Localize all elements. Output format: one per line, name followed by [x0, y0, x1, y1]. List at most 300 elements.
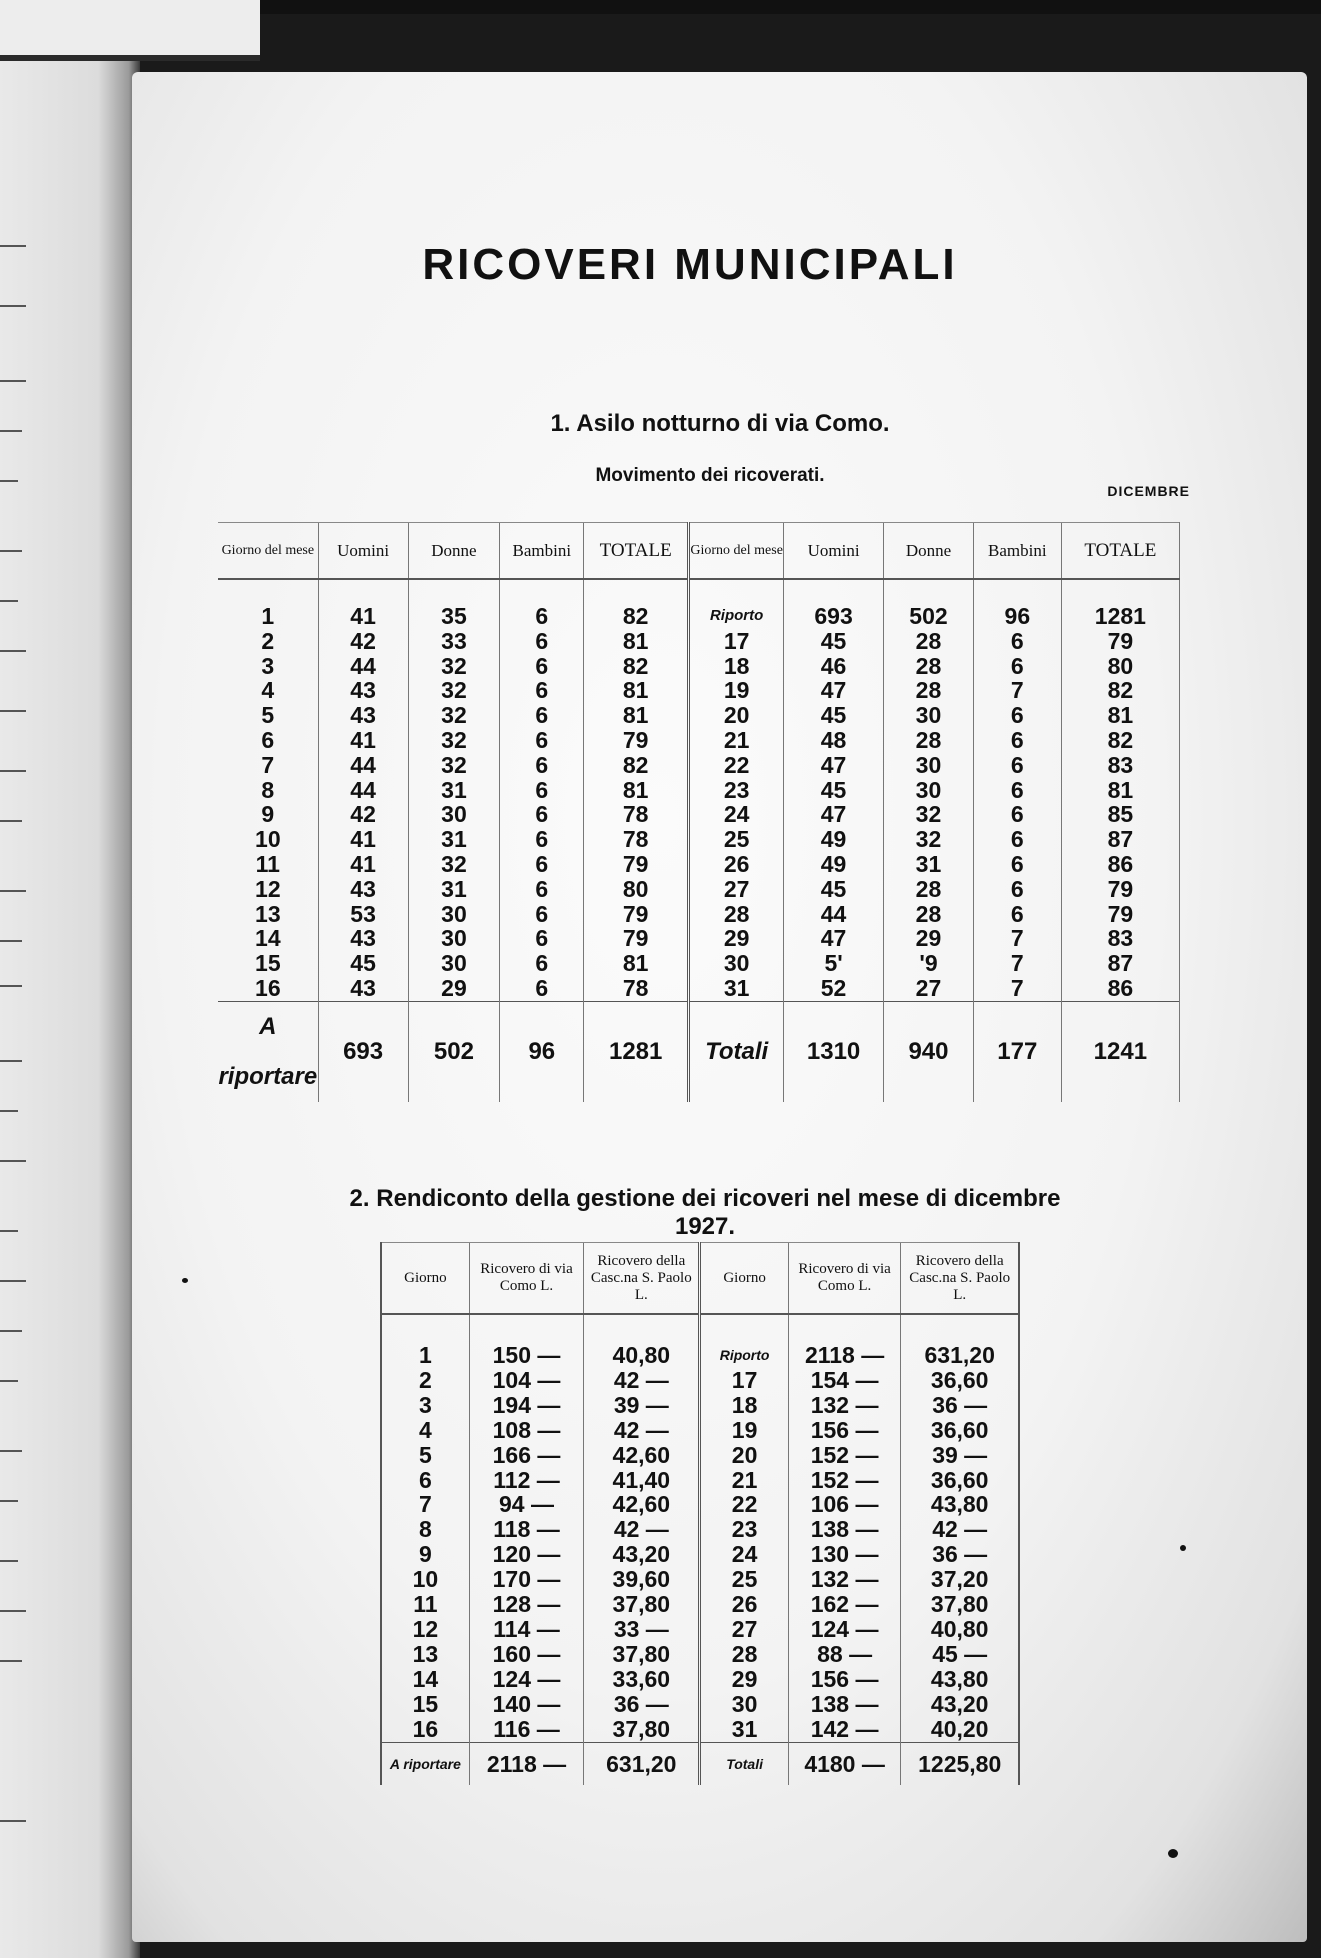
edge-mark: [0, 380, 26, 382]
table-row: [381, 1393, 1019, 1418]
table-cell: 33 —: [584, 1617, 700, 1642]
scan-top-tab: [0, 0, 260, 61]
edge-mark: [0, 480, 18, 482]
table-row: [218, 778, 1180, 803]
table-cell: 30: [689, 951, 784, 976]
table-cell: 17: [700, 1368, 788, 1393]
totals-cell: 631,20: [584, 1742, 700, 1785]
table-cell: 29: [408, 976, 500, 1001]
table-cell: 31: [408, 778, 500, 803]
table-cell: 30: [700, 1692, 788, 1717]
table-cell: 15: [255, 950, 281, 977]
table-cell: 83: [1061, 926, 1179, 951]
table-cell: 30: [408, 951, 500, 976]
table-row: [381, 1642, 1019, 1667]
table-cell: 42 —: [584, 1517, 700, 1542]
table-cell: 7: [973, 926, 1061, 951]
table-row: [218, 877, 1180, 902]
table-row: [381, 1667, 1019, 1692]
table-cell: 31: [689, 976, 784, 1001]
table-cell: 6: [973, 902, 1061, 927]
table-cell: 6: [973, 703, 1061, 728]
table-cell: 37,80: [584, 1592, 700, 1617]
table-cell: 79: [1061, 877, 1179, 902]
edge-mark: [0, 1820, 26, 1822]
table-cell: 13: [255, 900, 281, 927]
table-cell: 142 —: [788, 1717, 901, 1742]
table-cell: 14: [255, 925, 281, 952]
table-row: [218, 753, 1180, 778]
table-cell: 13: [381, 1642, 469, 1667]
section1-subtitle: Movimento dei ricoverati.: [595, 465, 825, 486]
table-cell: 6: [381, 1468, 469, 1493]
table-cell: 80: [584, 877, 689, 902]
table-cell: 6: [973, 778, 1061, 803]
table-cell: 36 —: [584, 1692, 700, 1717]
table-cell: 6: [973, 654, 1061, 679]
table-cell: 79: [584, 728, 689, 753]
table-cell: 36,60: [901, 1468, 1019, 1493]
table-cell: 154 —: [788, 1368, 901, 1393]
table-cell: 30: [408, 926, 500, 951]
movement-table: [218, 522, 1180, 1102]
table-row: [218, 852, 1180, 877]
table-cell: 35: [408, 579, 500, 629]
table-cell: 83: [1061, 753, 1179, 778]
table-cell: 6: [500, 976, 584, 1001]
table-cell: 7: [973, 951, 1061, 976]
table-cell: 1: [261, 603, 275, 629]
table-row: [381, 1418, 1019, 1443]
header-san-paolo-2: Ricovero della Casc.na S. Paolo L.: [901, 1243, 1019, 1315]
table-cell: 52: [784, 976, 884, 1001]
table-cell: 28: [884, 654, 974, 679]
table-cell: 42 —: [584, 1368, 700, 1393]
table-cell: 3: [381, 1393, 469, 1418]
table-cell: 79: [584, 902, 689, 927]
table-cell: 88 —: [788, 1642, 901, 1667]
header-women: Donne: [408, 523, 500, 580]
table-row: [381, 1617, 1019, 1642]
edge-mark: [0, 1060, 22, 1062]
table-cell: 40,80: [901, 1617, 1019, 1642]
table-cell: 23: [689, 778, 784, 803]
totals-cell: 940: [884, 1001, 974, 1102]
table-row: [381, 1592, 1019, 1617]
table-row: [218, 703, 1180, 728]
table-cell: 6: [500, 852, 584, 877]
table-cell: 29: [700, 1667, 788, 1692]
totals-cell: 1281: [584, 1001, 689, 1102]
table-cell: 17: [689, 629, 784, 654]
table-cell: 42,60: [584, 1492, 700, 1517]
table-cell: 28: [884, 902, 974, 927]
table-cell: 82: [1061, 728, 1179, 753]
table-cell: 30: [884, 778, 974, 803]
table-cell: 9: [261, 801, 275, 828]
table-row: [381, 1314, 1019, 1368]
table-cell: 6: [973, 629, 1061, 654]
table-cell: 120 —: [469, 1542, 584, 1567]
table-cell: 22: [700, 1492, 788, 1517]
table-cell: 27: [689, 877, 784, 902]
table-cell: 44: [318, 778, 408, 803]
table-cell: 29: [884, 926, 974, 951]
section1-month: DICEMBRE: [1107, 483, 1190, 499]
table-cell: 94 —: [469, 1492, 584, 1517]
table-cell: 82: [584, 579, 689, 629]
table-row: [218, 802, 1180, 827]
table-cell: 104 —: [469, 1368, 584, 1393]
table-cell: 4: [381, 1418, 469, 1443]
table-cell: 6: [500, 902, 584, 927]
table-cell: 7: [973, 976, 1061, 1001]
header-total: TOTALE: [584, 523, 689, 580]
table-cell: 43,20: [901, 1692, 1019, 1717]
table-cell: 25: [689, 827, 784, 852]
table-cell: 124 —: [788, 1617, 901, 1642]
table-cell: 32: [408, 728, 500, 753]
table-cell: 37,80: [901, 1592, 1019, 1617]
table-cell: 10: [381, 1567, 469, 1592]
totals-cell: 1225,80: [901, 1742, 1019, 1785]
ink-spot: [1168, 1849, 1178, 1858]
table-cell: 82: [1061, 678, 1179, 703]
table-cell: 40,80: [584, 1314, 700, 1368]
table-row: [218, 951, 1180, 976]
table-cell: 19: [689, 678, 784, 703]
table-cell: 41: [318, 579, 408, 629]
table-cell: 41: [318, 852, 408, 877]
table-row: [218, 976, 1180, 1001]
table-cell: 47: [784, 802, 884, 827]
table-cell: 86: [1061, 976, 1179, 1001]
table-cell: 81: [584, 778, 689, 803]
table-cell: 47: [784, 678, 884, 703]
accounts-table: [380, 1242, 1020, 1785]
edge-mark: [0, 430, 22, 432]
table-cell: 47: [784, 753, 884, 778]
table-cell: 20: [700, 1443, 788, 1468]
table-cell: 7: [261, 751, 275, 778]
table-cell: 43: [318, 926, 408, 951]
totals-cell: 4180 —: [788, 1742, 901, 1785]
header-total-2: TOTALE: [1061, 523, 1179, 580]
table-cell: 78: [584, 802, 689, 827]
table-cell: 80: [1061, 654, 1179, 679]
table-cell: 24: [700, 1542, 788, 1567]
table-cell: 81: [1061, 703, 1179, 728]
table-cell: 28: [884, 877, 974, 902]
header-day: Giorno: [381, 1243, 469, 1315]
table-cell: 156 —: [788, 1418, 901, 1443]
table-cell: 79: [584, 852, 689, 877]
table-cell: 7: [973, 678, 1061, 703]
edge-mark: [0, 600, 18, 602]
table-row: [381, 1567, 1019, 1592]
table-cell: 152 —: [788, 1468, 901, 1493]
edge-mark: [0, 305, 26, 307]
edge-mark: [0, 1330, 22, 1332]
table-cell: 29: [689, 926, 784, 951]
table-cell: 21: [700, 1468, 788, 1493]
page-title: RICOVERI MUNICIPALI: [422, 240, 958, 289]
table-row: [218, 902, 1180, 927]
edge-mark: [0, 1660, 22, 1662]
header-children: Bambini: [500, 523, 584, 580]
section2-title: 2. Rendiconto della gestione dei ricoveri nel mese di dicembre 1927.: [349, 1185, 1061, 1240]
table-cell: 6: [500, 728, 584, 753]
table-cell: 15: [381, 1692, 469, 1717]
edge-mark: [0, 820, 22, 822]
header-children-2: Bambini: [973, 523, 1061, 580]
table-cell: 43: [318, 877, 408, 902]
totals-cell: Totali: [700, 1742, 788, 1785]
header-san-paolo: Ricovero della Casc.na S. Paolo L.: [584, 1243, 700, 1315]
table-cell: 37,20: [901, 1567, 1019, 1592]
table-cell: 130 —: [788, 1542, 901, 1567]
table-cell: 12: [255, 875, 281, 902]
table-cell: 6: [973, 753, 1061, 778]
table-cell: Riporto: [689, 579, 784, 629]
header-via-como: Ricovero di via Como L.: [469, 1243, 584, 1315]
edge-mark: [0, 1160, 26, 1162]
totals-cell: 1310: [784, 1001, 884, 1102]
table-row: [218, 728, 1180, 753]
table-cell: 30: [884, 703, 974, 728]
table-cell: 86: [1061, 852, 1179, 877]
table-cell: 1: [381, 1314, 469, 1368]
table-cell: 6: [500, 877, 584, 902]
table-cell: 28: [700, 1642, 788, 1667]
table-cell: 44: [784, 902, 884, 927]
edge-mark: [0, 985, 22, 987]
table-cell: 693: [784, 579, 884, 629]
table-row: [218, 579, 1180, 629]
table-cell: 43,80: [901, 1667, 1019, 1692]
table-cell: 39 —: [901, 1443, 1019, 1468]
edge-mark: [0, 940, 22, 942]
table-cell: 41,40: [584, 1468, 700, 1493]
table-cell: 150 —: [469, 1314, 584, 1368]
table-cell: 18: [689, 654, 784, 679]
table-row: [381, 1492, 1019, 1517]
edge-mark: [0, 710, 26, 712]
totals-cell: 502: [408, 1001, 500, 1102]
table-cell: 82: [584, 654, 689, 679]
totals-cell: 1241: [1061, 1001, 1179, 1102]
table-cell: 6: [973, 802, 1061, 827]
table-cell: 156 —: [788, 1667, 901, 1692]
edge-marks: [0, 0, 30, 1958]
table-cell: 16: [381, 1717, 469, 1742]
table-cell: 81: [584, 629, 689, 654]
table-cell: 36,60: [901, 1368, 1019, 1393]
table-cell: 32: [884, 802, 974, 827]
table-row: [381, 1368, 1019, 1393]
table-cell: 1281: [1061, 579, 1179, 629]
table-cell: 45: [318, 951, 408, 976]
table-cell: 162 —: [788, 1592, 901, 1617]
table-cell: 53: [318, 902, 408, 927]
table-cell: 23: [700, 1517, 788, 1542]
table-cell: 45: [784, 703, 884, 728]
table-cell: 3: [261, 652, 275, 679]
table-cell: 40,20: [901, 1717, 1019, 1742]
table-cell: 7: [381, 1492, 469, 1517]
table-cell: 44: [318, 753, 408, 778]
table-cell: '9: [884, 951, 974, 976]
table-cell: 21: [689, 728, 784, 753]
table-cell: 41: [318, 827, 408, 852]
table-cell: 140 —: [469, 1692, 584, 1717]
table-cell: 33: [408, 629, 500, 654]
table-cell: 6: [500, 778, 584, 803]
table-cell: 43: [318, 703, 408, 728]
table-cell: 37,80: [584, 1642, 700, 1667]
table-cell: 33,60: [584, 1667, 700, 1692]
table-cell: 22: [689, 753, 784, 778]
table-cell: 28: [884, 728, 974, 753]
table-cell: 194 —: [469, 1393, 584, 1418]
table-cell: 27: [700, 1617, 788, 1642]
edge-mark: [0, 1280, 26, 1282]
edge-mark: [0, 550, 22, 552]
table-cell: 45: [784, 877, 884, 902]
totals-cell: A riportare: [218, 1001, 318, 1102]
scan-top-strip: [260, 0, 1321, 14]
table-cell: 36 —: [901, 1393, 1019, 1418]
totals-cell: 177: [973, 1001, 1061, 1102]
table-row: [218, 629, 1180, 654]
edge-mark: [0, 890, 26, 892]
table-cell: 49: [784, 827, 884, 852]
table-cell: 36 —: [901, 1542, 1019, 1567]
table-cell: 42: [318, 629, 408, 654]
table-cell: 6: [500, 703, 584, 728]
table-cell: 166 —: [469, 1443, 584, 1468]
table-cell: 6: [500, 654, 584, 679]
table-cell: 39,60: [584, 1567, 700, 1592]
table-cell: 81: [1061, 778, 1179, 803]
table-cell: 82: [584, 753, 689, 778]
table-cell: 31: [408, 877, 500, 902]
table-cell: 36,60: [901, 1418, 1019, 1443]
table-cell: 45 —: [901, 1642, 1019, 1667]
table-cell: 160 —: [469, 1642, 584, 1667]
table-cell: 19: [700, 1418, 788, 1443]
table-cell: 26: [700, 1592, 788, 1617]
table-cell: 124 —: [469, 1667, 584, 1692]
table-cell: 28: [884, 678, 974, 703]
table-cell: 138 —: [788, 1692, 901, 1717]
table-cell: 37,80: [584, 1717, 700, 1742]
table-cell: 6: [261, 726, 275, 753]
table-cell: 78: [584, 976, 689, 1001]
table-cell: 32: [408, 654, 500, 679]
table-row: [381, 1517, 1019, 1542]
totals-cell: A riportare: [381, 1742, 469, 1785]
header-via-como-2: Ricovero di via Como L.: [788, 1243, 901, 1315]
totals-cell: 2118 —: [469, 1742, 584, 1785]
table-cell: 32: [408, 753, 500, 778]
table-row: [218, 827, 1180, 852]
table-cell: 6: [500, 951, 584, 976]
table-cell: 6: [500, 926, 584, 951]
table-row: [218, 926, 1180, 951]
table-cell: 118 —: [469, 1517, 584, 1542]
table-header-row: [218, 523, 1180, 580]
table-cell: 116 —: [469, 1717, 584, 1742]
table-cell: 106 —: [788, 1492, 901, 1517]
table-cell: 5: [381, 1443, 469, 1468]
table-cell: 114 —: [469, 1617, 584, 1642]
table-row: [381, 1468, 1019, 1493]
table-cell: 30: [408, 802, 500, 827]
table-cell: 32: [408, 703, 500, 728]
table-cell: 6: [500, 579, 584, 629]
table-cell: 42,60: [584, 1443, 700, 1468]
edge-mark: [0, 1500, 18, 1502]
table-cell: 46: [784, 654, 884, 679]
edge-mark: [0, 1380, 18, 1382]
table-row: [381, 1717, 1019, 1742]
ink-spot: [182, 1278, 188, 1283]
table-cell: 32: [408, 678, 500, 703]
edge-mark: [0, 1610, 26, 1612]
table-cell: 170 —: [469, 1567, 584, 1592]
table-cell: 9: [381, 1542, 469, 1567]
table-cell: 108 —: [469, 1418, 584, 1443]
header-day: Giorno del mese: [218, 523, 318, 580]
table-cell: 28: [689, 902, 784, 927]
table-cell: 2118 —: [788, 1314, 901, 1368]
table-cell: 81: [584, 703, 689, 728]
edge-mark: [0, 1230, 18, 1232]
table-cell: 81: [584, 678, 689, 703]
edge-mark: [0, 1110, 18, 1112]
table-row: [218, 678, 1180, 703]
table-cell: 79: [584, 926, 689, 951]
table-cell: 5': [784, 951, 884, 976]
table-cell: 112 —: [469, 1468, 584, 1493]
table-cell: 24: [689, 802, 784, 827]
section1-title: 1. Asilo notturno di via Como.: [550, 410, 890, 437]
table-cell: 132 —: [788, 1393, 901, 1418]
table-cell: 14: [381, 1667, 469, 1692]
table-cell: 6: [500, 753, 584, 778]
table-cell: 6: [973, 852, 1061, 877]
table-cell: 43: [318, 976, 408, 1001]
edge-mark: [0, 650, 26, 652]
header-day-2: Giorno del mese: [689, 523, 784, 580]
totals-row: [381, 1742, 1019, 1785]
table-cell: 49: [784, 852, 884, 877]
table-cell: 42 —: [901, 1517, 1019, 1542]
table-cell: 45: [784, 629, 884, 654]
table-cell: 39 —: [584, 1393, 700, 1418]
table-cell: 47: [784, 926, 884, 951]
table-cell: 32: [408, 852, 500, 877]
table-cell: 11: [381, 1592, 469, 1617]
table-cell: 41: [318, 728, 408, 753]
header-day-2: Giorno: [700, 1243, 788, 1315]
table-cell: 16: [255, 974, 281, 1001]
table-cell: 96: [973, 579, 1061, 629]
table-cell: 43: [318, 678, 408, 703]
table-cell: 45: [784, 778, 884, 803]
table-cell: 81: [584, 951, 689, 976]
